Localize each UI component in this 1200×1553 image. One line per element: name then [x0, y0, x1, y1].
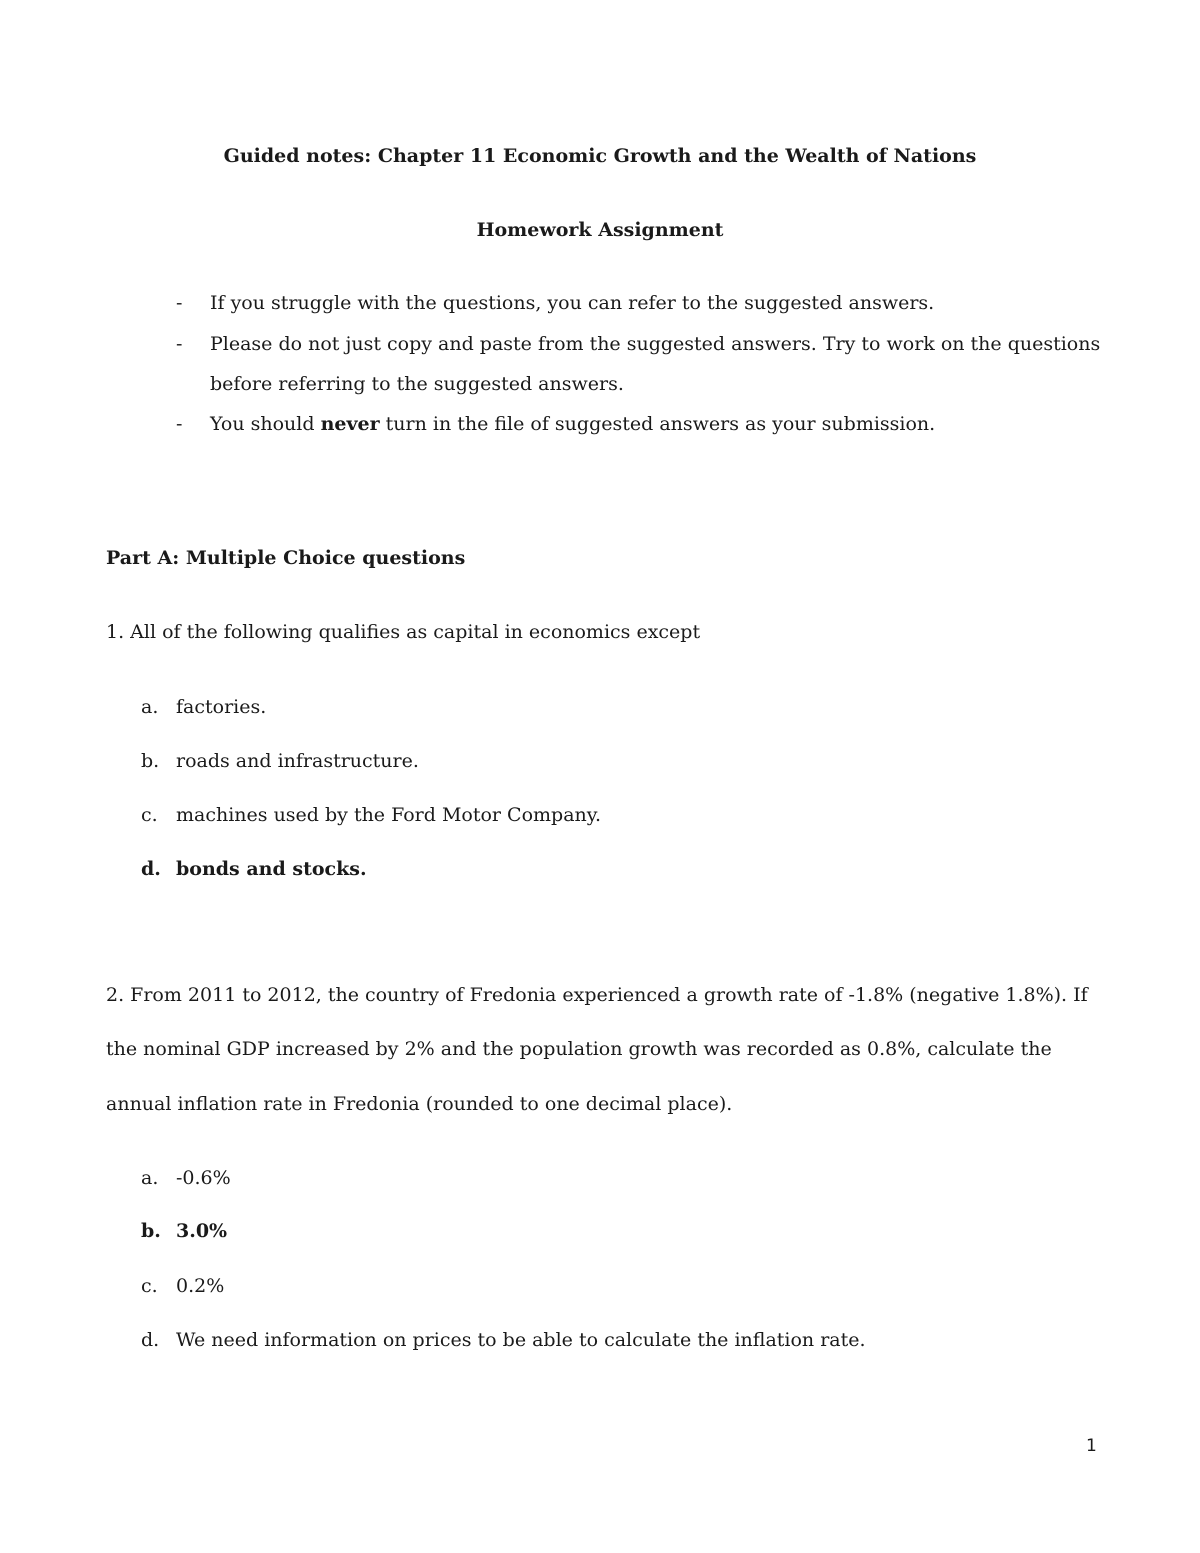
question-prompt-line1: 2. From 2011 to 2012, the country of Fredonia experienced a growth rate of -1.8% (negative 1.8%). If	[106, 984, 1088, 1006]
question-prompt-line3: annual inflation rate in Fredonia (rounded to one decimal place).	[106, 1093, 733, 1115]
page-title: Guided notes: Chapter 11 Economic Growth and the Wealth of Nations	[223, 145, 977, 167]
question-prompt-line2: the nominal GDP increased by 2% and the population growth was recorded as 0.8%, calculate the	[106, 1038, 1052, 1060]
option-text: -0.6%	[176, 1167, 231, 1189]
option-letter: a.	[141, 696, 159, 718]
option-letter: a.	[141, 1167, 159, 1189]
dash-marker: -	[176, 292, 183, 314]
instruction-text	[210, 413, 935, 435]
instruction-text-line2: before referring to the suggested answers.	[210, 373, 624, 395]
option-letter: b.	[141, 750, 160, 772]
option-letter: d.	[141, 1329, 160, 1351]
option-text-correct: bonds and stocks.	[176, 858, 367, 880]
option-letter: c.	[141, 804, 158, 826]
page-number: 1	[1086, 1436, 1097, 1456]
option-letter-correct: b.	[141, 1220, 161, 1242]
option-letter: c.	[141, 1275, 158, 1297]
part-a-heading: Part A: Multiple Choice questions	[106, 547, 466, 569]
dash-marker: -	[176, 333, 183, 355]
instruction-text-line1: Please do not just copy and paste from the suggested answers. Try to work on the questions	[210, 333, 1101, 355]
instruction-prefix: You should	[210, 413, 321, 435]
option-text: machines used by the Ford Motor Company.	[176, 804, 602, 826]
instruction-suffix: turn in the file of suggested answers as your submission.	[379, 413, 936, 435]
option-text: factories.	[176, 696, 267, 718]
instruction-text: If you struggle with the questions, you can refer to the suggested answers.	[210, 292, 935, 314]
option-letter-correct: d.	[141, 858, 161, 880]
option-text: roads and infrastructure.	[176, 750, 419, 772]
option-text: 0.2%	[176, 1275, 225, 1297]
option-text: We need information on prices to be able to calculate the inflation rate.	[176, 1329, 866, 1351]
instruction-emphasis: never	[320, 413, 380, 435]
option-text-correct: 3.0%	[176, 1220, 228, 1242]
page-subtitle: Homework Assignment	[476, 219, 724, 241]
dash-marker: -	[176, 413, 183, 435]
question-prompt: 1. All of the following qualifies as capital in economics except	[106, 621, 701, 643]
